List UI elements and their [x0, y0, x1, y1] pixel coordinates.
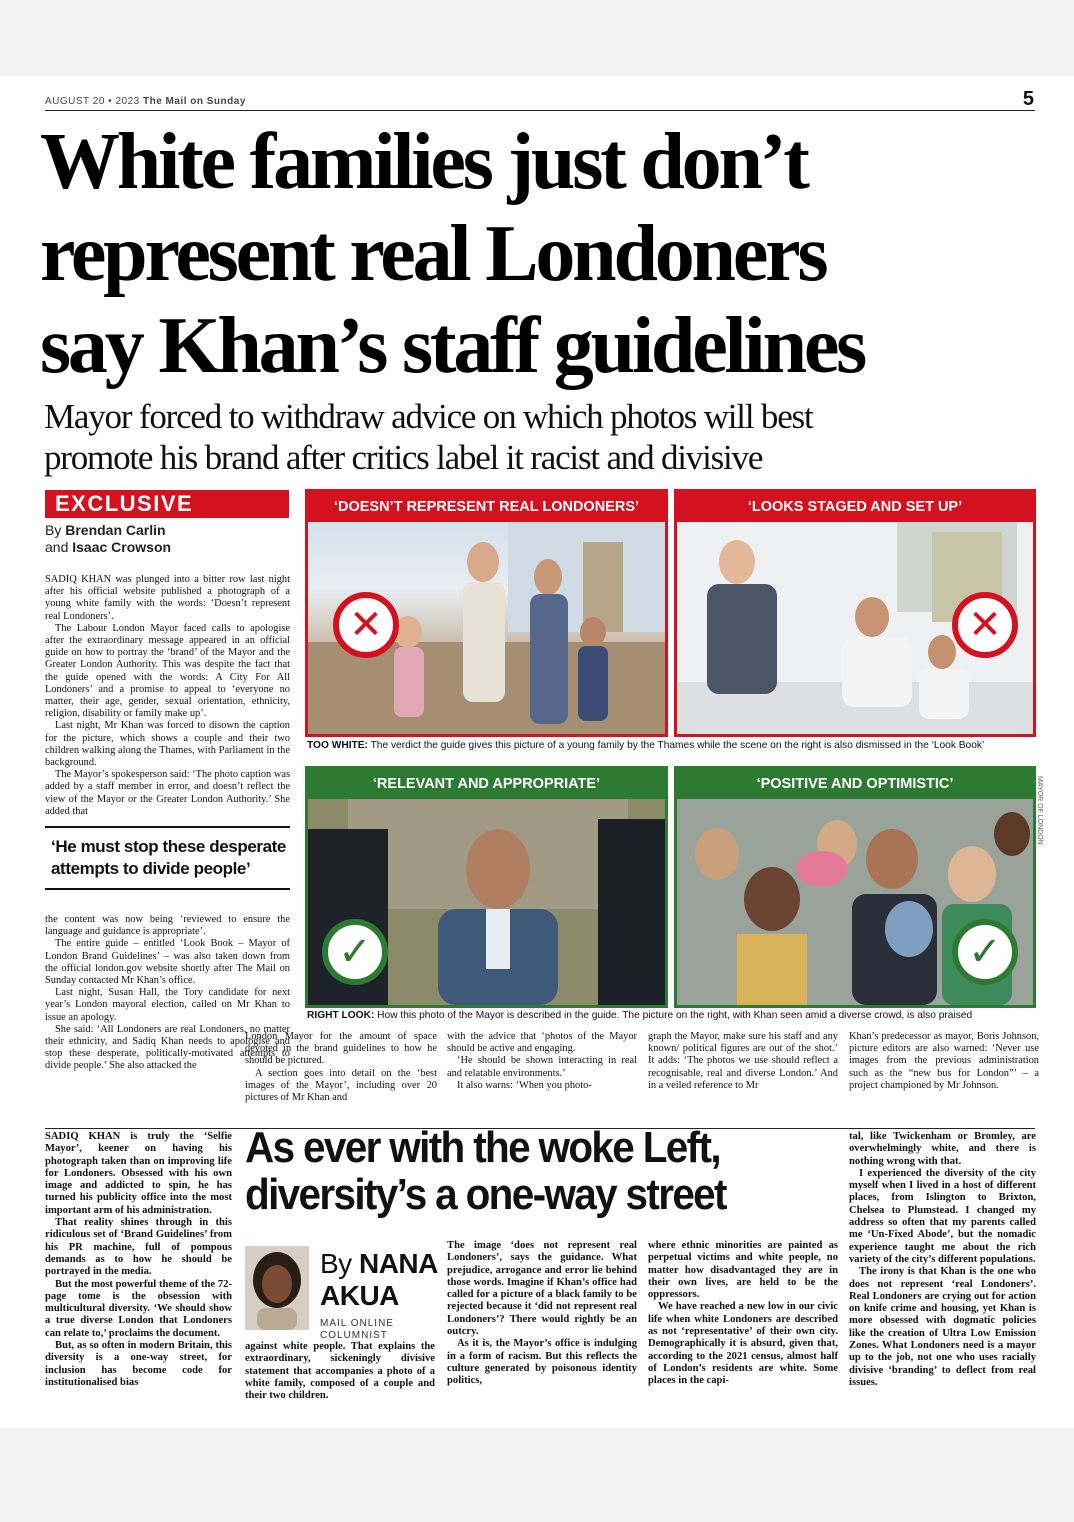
- photo-credit: MAYOR OF LONDON: [1036, 776, 1043, 845]
- byline: By Brendan Carlin and Isaac Crowson: [45, 522, 172, 555]
- photo-mayor-crowd: [674, 766, 1036, 1008]
- photo-caption-top: TOO WHITE: The verdict the guide gives this picture of a young family by the Thames while the scene on the right is also dismissed in the ‘Look Book’: [307, 740, 985, 751]
- subheadline: Mayor forced to withdraw advice on which photos will best promote his brand after critics label it racist and divisive: [44, 397, 813, 477]
- approved-icon: ✓: [322, 919, 388, 985]
- page-number: 5: [1022, 88, 1034, 110]
- paper-name: The Mail on Sunday: [142, 96, 246, 107]
- article-col-2: London Mayor for the amount of space devoted in the brand guidelines to how he should be pictured. A section goes into detail on the ‘best images of the Mayor’, including over 20 pictures of Mr Khan and: [245, 1031, 437, 1104]
- photo-office-staged: [674, 489, 1036, 737]
- photo-banner: ‘RELEVANT AND APPROPRIATE’: [308, 769, 665, 799]
- dateline: AUGUST 20 • 2023 The Mail on Sunday: [45, 96, 246, 107]
- article-intro: SADIQ KHAN was plunged into a bitter row last night after his official website published a photograph of a young white family with the words: ‘Doesn’t represent real Londoners’. The Labour London Mayor faced calls to apologise after the extraordinary message appeared in an official guide on how to portray the ‘brand’ of the Mayor and the Greater London Authority. This was despite the fact that the guide opened with the words: A City For All Londoners’ and a promise to appeal to ‘everyone no matter, their age, gender, sexual orientation, ethnicity, religion, disability or family make up’. Last night, Mr Khan was forced to disown the caption for the picture, which shows a couple and their two children walking along the Thames, with Parliament in the background. The Mayor’s spokesperson said: ‘The photo caption was added by a staff member in error, and doesn’t reflect the view of the Mayor or the Greater London Authority.’ She added that: [45, 574, 290, 817]
- comment-col-2: against white people. That explains the extraordinary, sickeningly divisive statement that accompanies a photo of a white family, composed of a couple and their two children.: [245, 1341, 435, 1402]
- article-col-4: graph the Mayor, make sure his staff and any known/ political figures are out of the shot.’ It adds: ‘The photos we use should reflect a recognisable, real and diverse London.’ And in a veiled reference to Mr: [648, 1031, 838, 1091]
- comment-headline: As ever with the woke Left, diversity’s a one-way street: [245, 1123, 726, 1219]
- exclusive-badge: EXCLUSIVE: [45, 490, 289, 518]
- author-photo: [245, 1246, 309, 1330]
- header-rule: [45, 110, 1035, 111]
- comment-col-5: tal, like Twickenham or Bromley, are overwhelmingly white, and there is nothing wrong with that. I experienced the diversity of the city myself when I lived in a host of different places, from Islington to Brixton, Chelsea to Plumstead. I changed my address so often that my parents called me ‘Un-Fixed Abode’, but the nomadic experience taught me about the rich variety of the city’s different populations. The irony is that Khan is the one who does not represent ‘real Londoners’. Real Londoners are crying out for action on knife crime and housing, yet Khan is more obsessed with dogmatic policies like the creation of Ultra Low Emission Zones. What Londoners need is a mayor up to the job, not one who uses racially divisive ‘branding’ to deflect from real issues.: [849, 1131, 1036, 1388]
- comment-col-3: The image ‘does not represent real Londoners’, says the guidance. What prejudice, arrogance and error lie behind those words. Imagine if Khan’s office had called for a picture of a black family to be rejected because it ‘did not represent real Londoners’? There would rightly be an outcry. As it is, the Mayor’s office is indulging in a form of racism. But this reflects the culture generated by poisonous identity politics,: [447, 1240, 637, 1387]
- rejected-icon: ✕: [952, 592, 1018, 658]
- photo-family-thames: [305, 489, 668, 737]
- photo-banner: ‘POSITIVE AND OPTIMISTIC’: [677, 769, 1033, 799]
- photo-banner: ‘LOOKS STAGED AND SET UP’: [677, 492, 1033, 522]
- article-col-3: with the advice that ‘photos of the Mayor should be active and engaging. ‘He should be shown interacting in real and relatable environments.’ It also warns: ‘When you photo-: [447, 1031, 637, 1091]
- article-col-5: Khan’s predecessor as mayor, Boris Johnson, picture editors are also warned: ‘Never use images from the previous administration such as the “new bus for London”’ – a project championed by Mr Johnson.: [849, 1031, 1039, 1091]
- comment-col-4: where ethnic minorities are painted as perpetual victims and white people, no matter how disadvantaged they are in their own lives, are held to be the oppressors. We have reached a new low in our civic life when white Londoners are described as not ‘representative’ of their own city. Demographically it is absurd, given that, according to the 2021 census, almost half of London’s residents are white. Some places in the capi-: [648, 1240, 838, 1387]
- headline: White families just don’t represent real Londoners say Khan’s staff guidelines: [40, 118, 865, 390]
- comment-col-1: SADIQ KHAN is truly the ‘Selfie Mayor’, keener on having his photograph taken than on improving life for Londoners. Obsessed with his own image and addicted to spin, he has turned his publicity office into the most important arm of his administration. That reality shines through in this ridiculous set of ‘Brand Guidelines’ from his PR machine, full of pompous demands as to how he should be portrayed in the media. But the most powerful theme of the 72-page tome is the obsession with multicultural diversity. ‘We should show a true diverse London that Londoners can relate to,’ proclaims the document. But, as so often in modern Britain, this diversity is a one-way street, for inclusion has become code for institutionalised bias: [45, 1131, 232, 1388]
- article-continued: the content was now being ‘reviewed to ensure the language and guidance is appropriate’. The entire guide – entitled ‘Look Book – Mayor of London Brand Guidelines’ – was also taken down from the official london.gov website shortly after The Mail on Sunday contacted Mr Khan’s office. Last night, Susan Hall, the Tory candidate for next year’s London mayoral election, called on Mr Khan to issue an apology. She said: ‘All Londoners are real Londoners, no matter their ethnicity, and Sadiq Khan needs to apologise and stop these desperate, politically-motivated attempts to divide people.’ She also attacked the: [45, 914, 290, 1072]
- photo-banner: ‘DOESN’T REPRESENT REAL LONDONERS’: [308, 492, 665, 522]
- newspaper-page: [0, 76, 1074, 1428]
- photo-caption-bottom: RIGHT LOOK: How this photo of the Mayor is described in the guide. The picture on the right, with Khan seen amid a diverse crowd, is also praised: [307, 1010, 973, 1021]
- approved-icon: ✓: [952, 919, 1018, 985]
- author-block: By NANA AKUA MAIL ONLINE COLUMNIST: [320, 1248, 438, 1341]
- rejected-icon: ✕: [333, 592, 399, 658]
- photo-mayor-police: [305, 766, 668, 1008]
- pull-quote: ‘He must stop these desperate attempts to divide people’: [45, 826, 290, 890]
